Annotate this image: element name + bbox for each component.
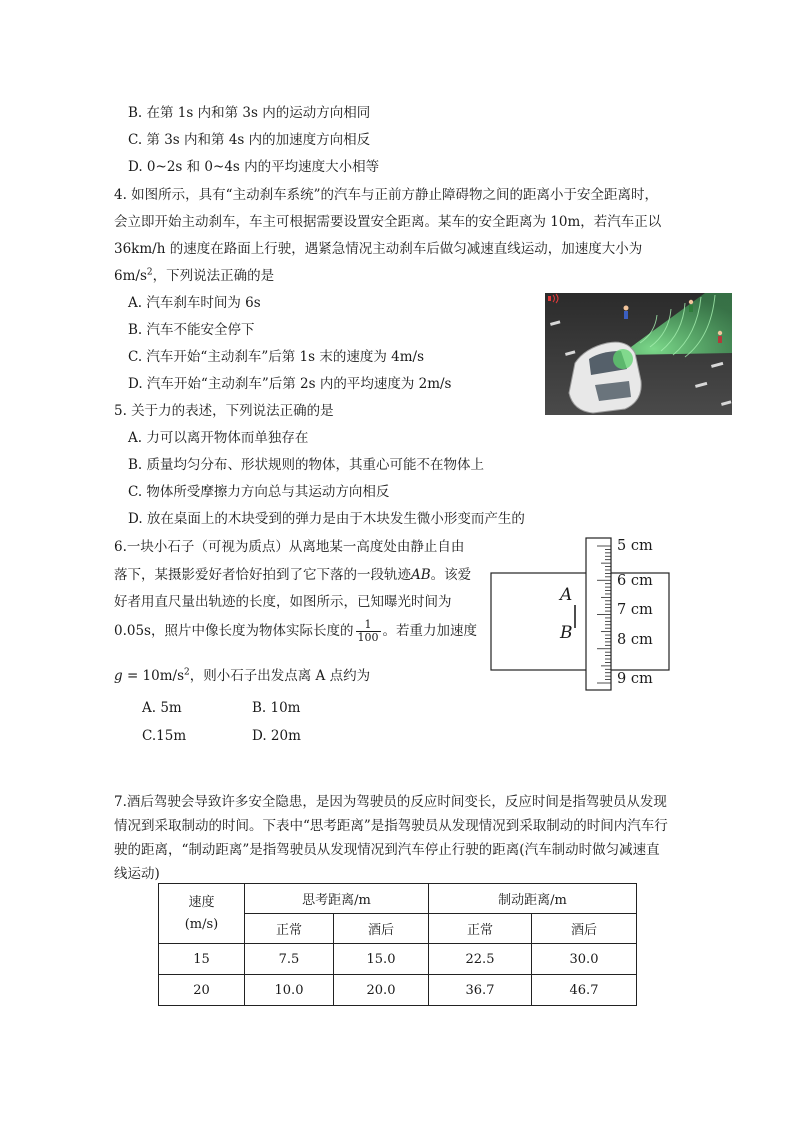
q6-option-c: C.15m [142,728,187,744]
brake-distance-header: 制动距离/m [429,884,637,914]
ruler-label-8cm: 8 cm [617,632,653,648]
speed-header: 速度 [188,894,215,910]
q6-g-value: = 10m/s [122,668,185,684]
q6-exposure-text: 0.05s，照片中像长度为物体实际长度的 [114,623,354,639]
table-row [159,944,637,975]
table-row [159,975,637,1006]
q6-option-d: D. 20m [252,728,301,744]
sub-header-brake-normal: 正常 [429,914,532,944]
q7-stem-line1: 7.酒后驾驶会导致许多安全隐患，是因为驾驶员的反应时间变长，反应时间是指驾驶员从发现 [114,794,667,810]
q5-option-a: A. 力可以离开物体而单独存在 [128,430,309,446]
q6-stem-line5 [114,664,370,684]
ruler-label-6cm: 6 cm [617,573,653,589]
q6-trajectory-label: AB [411,567,431,583]
q4-stem-line1: 4. 如图所示，具有“主动刹车系统”的汽车与正前方静止障碍物之间的距离小于安全距离时， [114,187,658,203]
q4-accel-exp: 2 [146,267,153,278]
q3-option-b: B. 在第 1s 内和第 3s 内的运动方向相同 [128,105,371,121]
point-a-label: A [560,585,573,605]
q5-stem: 5. 关于力的表述，下列说法正确的是 [114,403,334,419]
table-cell: 30.0 [532,944,637,975]
q3-option-c: C. 第 3s 内和第 4s 内的加速度方向相反 [128,132,371,148]
q4-stem-tail: ，下列说法正确的是 [152,268,275,284]
q6-g-exp: 2 [184,667,190,678]
q4-stem-line3: 36km/h 的速度在路面上行驶，遇紧急情况主动刹车后做匀减速直线运动，加速度大小为 [114,241,643,257]
sub-header-think-normal: 正常 [245,914,334,944]
think-distance-header: 思考距离/m [245,884,429,914]
q7-stem-line2: 情况到采取制动的时间。下表中“思考距离”是指驾驶员从发现情况到采取制动的时间内汽车行 [114,818,668,834]
q7-stem-line3: 驶的距离，“制动距离”是指驾驶员从发现情况到汽车停止行驶的距离(汽车制动时做匀减速直 [114,842,660,858]
q3-option-d: D. 0~2s 和 0~4s 内的平均速度大小相等 [128,159,380,175]
q6-question: ，则小石子出发点离 A 点约为 [189,668,371,684]
point-b-label: B [560,623,573,643]
q6-stem-line2-pre: 落下，某摄影爱好者恰好拍到了它下落的一段轨迹 [114,567,411,583]
table-cell: 15.0 [334,944,429,975]
ruler-label-7cm: 7 cm [617,602,653,618]
table-cell: 10.0 [245,975,334,1006]
ruler-label-5cm: 5 cm [617,538,653,554]
q7-stem-line4: 线运动) [114,866,160,882]
q6-stem-line4 [114,619,477,644]
table-cell: 22.5 [429,944,532,975]
q6-stem-line1: 6.一块小石子（可视为质点）从离地某一高度处由静止自由 [114,539,465,555]
q4-option-b: B. 汽车不能安全停下 [128,322,255,338]
q6-option-b: B. 10m [252,700,301,716]
q5-option-d: D. 放在桌面上的木块受到的弹力是由于木块发生微小形变而产生的 [128,511,525,527]
q6-option-a: A. 5m [142,700,182,716]
table-cell: 46.7 [532,975,637,1006]
table-cell: 7.5 [245,944,334,975]
ruler-body [586,538,611,690]
q6-stem-line2 [114,563,471,583]
q6-scale-fraction [356,619,381,644]
sub-header-think-drunk: 酒后 [334,914,429,944]
q4-stem-line2: 会立即开始主动刹车，车主可根据需要设置安全距离。某车的安全距离为 10m，若汽车正以 [114,214,662,230]
table-cell: 20 [159,975,245,1006]
q4-option-c: C. 汽车开始“主动刹车”后第 1s 末的速度为 4m/s [128,349,424,365]
ruler-figure [490,533,670,693]
q6-stem-line2-post: 。该爱 [430,567,472,583]
q4-option-d: D. 汽车开始“主动刹车”后第 2s 内的平均速度为 2m/s [128,376,452,392]
q6-fraction-denominator: 100 [357,631,379,644]
ruler-label-9cm: 9 cm [617,671,653,687]
table-cell: 36.7 [429,975,532,1006]
q4-stem-line4 [114,264,274,284]
q6-gravity-intro: 。若重力加速度 [382,623,477,639]
reaction-distance-table [158,883,637,1006]
speed-header-cell [159,884,245,944]
q4-option-a: A. 汽车刹车时间为 6s [128,295,261,311]
speed-unit: (m/s) [184,916,219,932]
q6-fraction-numerator: 1 [356,619,381,632]
table-cell: 20.0 [334,975,429,1006]
q6-stem-line3: 好者用直尺量出轨迹的长度，如图所示，已知曝光时间为 [114,594,452,610]
q5-option-b: B. 质量均匀分布、形状规则的物体，其重心可能不在物体上 [128,457,485,473]
q4-accel-value: 6m/s [114,268,147,284]
sub-header-brake-drunk: 酒后 [532,914,637,944]
auto-brake-car-image [545,293,732,415]
q6-g-symbol: g [114,668,123,684]
q5-option-c: C. 物体所受摩擦力方向总与其运动方向相反 [128,484,390,500]
table-cell: 15 [159,944,245,975]
